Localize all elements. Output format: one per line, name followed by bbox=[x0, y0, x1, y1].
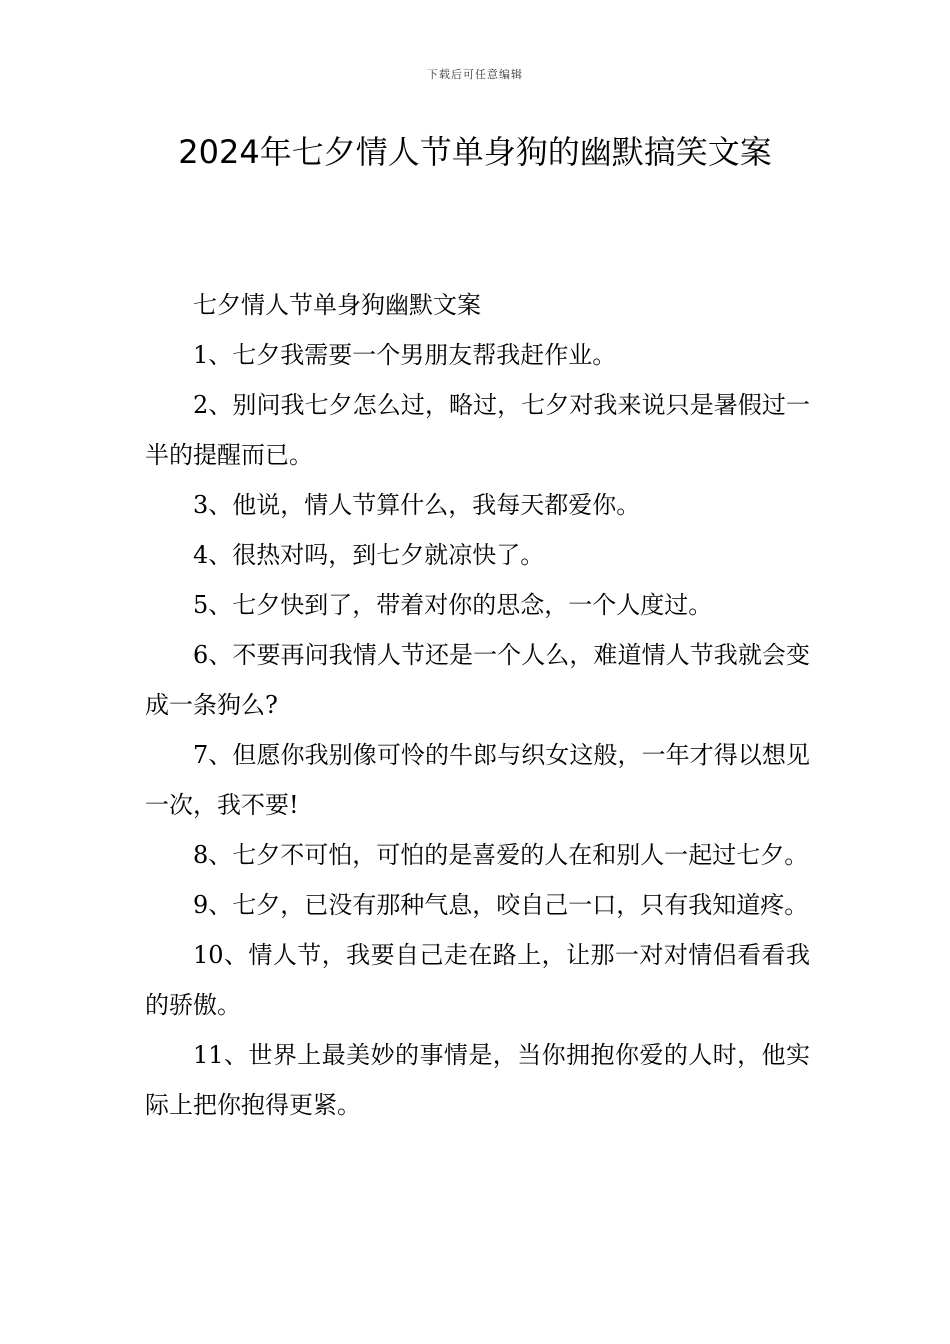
paragraph-item: 5、七夕快到了，带着对你的思念，一个人度过。 bbox=[193, 591, 713, 619]
paragraph-item: 8、七夕不可怕，可怕的是喜爱的人在和别人一起过七夕。 bbox=[193, 841, 809, 869]
paragraph-item: 6、不要再问我情人节还是一个人么，难道情人节我就会变成一条狗么? bbox=[145, 641, 810, 719]
paragraph-item: 4、很热对吗，到七夕就凉快了。 bbox=[193, 541, 545, 569]
paragraph-subtitle: 七夕情人节单身狗幽默文案 bbox=[193, 291, 481, 319]
paragraph-item: 7、但愿你我别像可怜的牛郎与织女这般，一年才得以想见一次，我不要! bbox=[145, 741, 810, 819]
paragraph-item: 9、七夕，已没有那种气息，咬自己一口，只有我知道疼。 bbox=[193, 891, 809, 919]
paragraph-item: 11、世界上最美妙的事情是，当你拥抱你爱的人时，他实际上把你抱得更紧。 bbox=[145, 1041, 810, 1119]
paragraph-item: 10、情人节，我要自己走在路上，让那一对对情侣看看我的骄傲。 bbox=[145, 941, 810, 1019]
paragraph-item: 3、他说，情人节算什么，我每天都爱你。 bbox=[193, 491, 641, 519]
paragraph-item: 1、七夕我需要一个男朋友帮我赶作业。 bbox=[193, 341, 617, 369]
header-note: 下载后可任意编辑 bbox=[427, 68, 523, 81]
paragraph-item: 2、别问我七夕怎么过，略过，七夕对我来说只是暑假过一半的提醒而已。 bbox=[145, 391, 810, 469]
document-title: 2024年七夕情人节单身狗的幽默搞笑文案 bbox=[178, 133, 772, 171]
document-body bbox=[145, 280, 810, 1130]
